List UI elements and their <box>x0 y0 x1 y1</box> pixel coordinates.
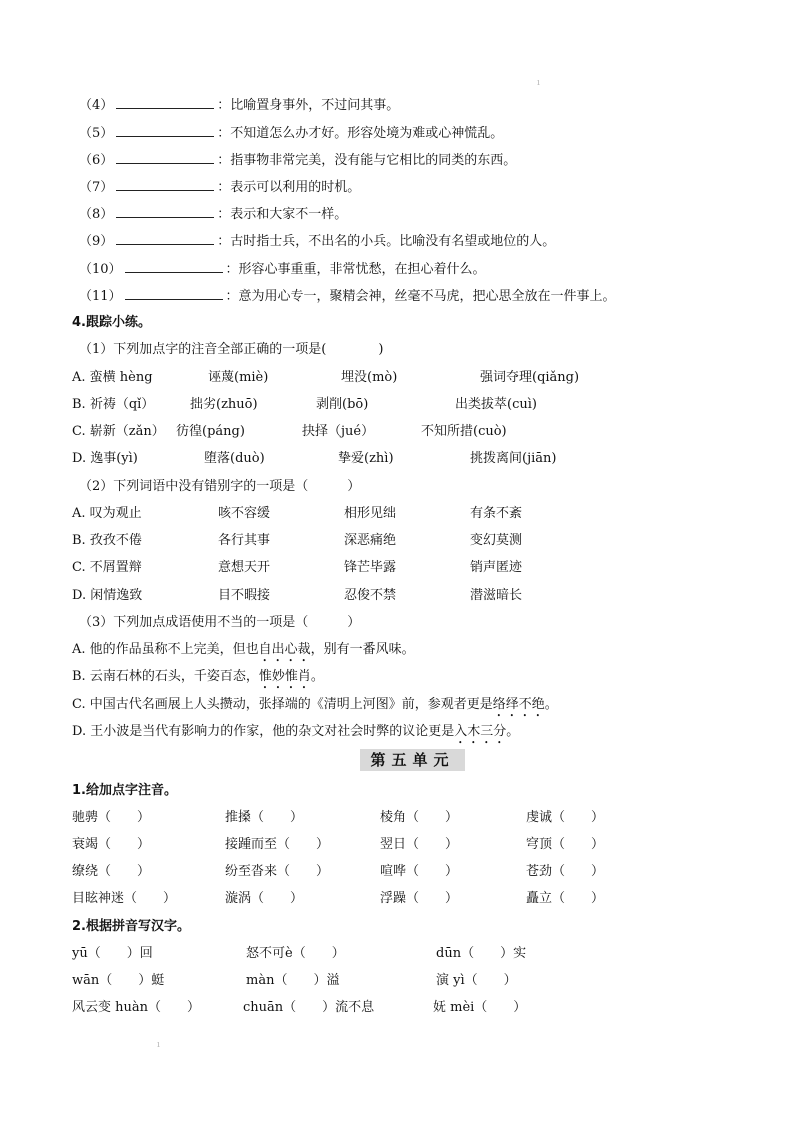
idiom-definition: ：意为用心专一，聚精会神，丝毫不马虎，把心思全放在一件事上。 <box>225 289 616 304</box>
option-cell: 出类拔萃(cuì) <box>455 397 537 412</box>
answer-blank[interactable] <box>116 124 214 137</box>
option-cell: 意想天开 <box>218 560 271 575</box>
option-cell: 相形见绌 <box>344 506 397 521</box>
annotate-cell[interactable]: 虔诚（ ） <box>526 810 605 825</box>
write-cell[interactable]: yū（ ）回 <box>72 946 153 961</box>
corner-mark-top: ı <box>537 78 540 88</box>
write-cell[interactable]: 风云变 huàn（ ） <box>72 1000 201 1015</box>
idiom-item <box>79 96 399 115</box>
corner-mark-bottom: ı <box>157 1040 160 1050</box>
option-cell: 剥削(bō) <box>316 397 369 412</box>
annotate-cell[interactable]: 缭绕（ ） <box>72 864 151 879</box>
idiom-item <box>79 232 555 251</box>
option-sentence[interactable] <box>72 723 519 747</box>
question-stem: （2）下列词语中没有错别字的一项是（ ） <box>79 479 361 494</box>
option-cell[interactable]: C. 崭新（zǎn） <box>72 424 165 439</box>
option-cell: 锋芒毕露 <box>344 560 397 575</box>
question-stem: （1）下列加点字的注音全部正确的一项是( ) <box>79 342 384 357</box>
annotate-cell[interactable]: 喧哗（ ） <box>380 864 459 879</box>
answer-blank[interactable] <box>116 151 214 164</box>
answer-blank[interactable] <box>116 232 214 245</box>
idiom-definition: ：比喻置身事外，不过问其事。 <box>217 98 400 113</box>
sentence-text: 。 <box>544 697 558 712</box>
option-sentence[interactable] <box>72 641 415 665</box>
write-cell[interactable]: 怒不可è（ ） <box>246 946 345 961</box>
sentence-text: D. 王小波是当代有影响力的作家，他的杂文对社会时弊的议论更是 <box>72 724 455 739</box>
idiom-number: （11） <box>79 289 122 304</box>
idiom-item <box>79 124 503 143</box>
idiom-definition: ：古时指士兵，不出名的小兵。比喻没有名望或地位的人。 <box>217 234 556 249</box>
option-sentence[interactable] <box>72 668 324 692</box>
option-cell: 潜滋暗长 <box>470 588 523 603</box>
option-cell: 各行其事 <box>218 533 271 548</box>
answer-blank[interactable] <box>116 205 214 218</box>
write-cell[interactable]: chuān（ ）流不息 <box>243 1000 375 1015</box>
write-cell[interactable]: dūn（ ）实 <box>436 946 527 961</box>
idiom-item <box>79 260 486 279</box>
dotted-idiom: 络绎不绝 <box>492 697 545 712</box>
option-cell[interactable]: A. 蛮横 hèng <box>72 370 153 385</box>
annotate-cell[interactable]: 棱角（ ） <box>380 810 459 825</box>
annotate-cell[interactable]: 苍劲（ ） <box>526 864 605 879</box>
option-cell: 目不暇接 <box>218 588 271 603</box>
sentence-text: 。 <box>506 724 520 739</box>
option-cell: 忍俊不禁 <box>344 588 397 603</box>
option-cell[interactable]: C. 不屑置辩 <box>72 560 142 575</box>
idiom-definition: ：形容心事重重，非常忧愁，在担心着什么。 <box>225 262 486 277</box>
annotate-cell[interactable]: 纷至沓来（ ） <box>225 864 330 879</box>
annotate-cell[interactable]: 浮躁（ ） <box>380 891 459 906</box>
sentence-text: B. 云南石林的石头，千姿百态， <box>72 669 259 684</box>
option-sentence[interactable] <box>72 696 558 720</box>
annotate-cell[interactable]: 矗立（ ） <box>526 891 605 906</box>
sentence-text: A. 他的作品虽称不上完美，但也 <box>72 642 259 657</box>
question-stem: （3）下列加点成语使用不当的一项是（ ） <box>79 615 361 630</box>
answer-blank[interactable] <box>116 178 214 191</box>
option-cell: 抉择（jué） <box>302 424 375 439</box>
option-cell: 强词夺理(qiǎng) <box>480 370 580 385</box>
dotted-idiom: 惟妙惟肖 <box>258 669 311 684</box>
option-cell[interactable]: B. 祈祷（qǐ） <box>72 397 155 412</box>
section-title: 4.跟踪小练。 <box>72 315 151 330</box>
option-cell: 堕落(duò) <box>204 451 265 466</box>
option-cell: 彷徨(páng) <box>176 424 245 439</box>
idiom-definition: ：不知道怎么办才好。形容处境为难或心神慌乱。 <box>217 126 504 141</box>
annotate-cell[interactable]: 推搡（ ） <box>225 810 304 825</box>
option-cell: 埋没(mò) <box>341 370 398 385</box>
idiom-number: （9） <box>79 234 114 249</box>
write-cell[interactable]: 演 yì（ ） <box>436 973 517 988</box>
option-cell: 深恶痛绝 <box>344 533 397 548</box>
idiom-definition: ：表示可以利用的时机。 <box>217 180 361 195</box>
answer-blank[interactable] <box>116 96 214 109</box>
option-cell: 挚爱(zhì) <box>338 451 394 466</box>
annotate-cell[interactable]: 驰骋（ ） <box>72 810 151 825</box>
annotate-cell[interactable]: 翌日（ ） <box>380 837 459 852</box>
option-cell[interactable]: A. 叹为观止 <box>72 506 142 521</box>
idiom-item <box>79 287 616 306</box>
idiom-definition: ：表示和大家不一样。 <box>217 207 348 222</box>
idiom-item <box>79 151 516 170</box>
option-cell[interactable]: D. 闲情逸致 <box>72 588 143 603</box>
annotate-cell[interactable]: 目眩神迷（ ） <box>72 891 177 906</box>
section-title: 1.给加点字注音。 <box>72 783 177 798</box>
write-cell[interactable]: 妩 mèi（ ） <box>433 1000 527 1015</box>
idiom-item <box>79 205 347 224</box>
write-cell[interactable]: màn（ ）溢 <box>246 973 340 988</box>
annotate-cell[interactable]: 穹顶（ ） <box>526 837 605 852</box>
annotate-cell[interactable]: 漩涡（ ） <box>225 891 304 906</box>
answer-blank[interactable] <box>125 260 223 273</box>
unit-banner: 第五单元 <box>360 749 465 771</box>
answer-blank[interactable] <box>125 287 223 300</box>
dotted-idiom: 自出心裁 <box>258 642 311 657</box>
sentence-text: 。 <box>310 669 324 684</box>
annotate-cell[interactable]: 接踵而至（ ） <box>225 837 330 852</box>
option-cell: 诬蔑(miè) <box>208 370 269 385</box>
option-cell: 不知所措(cuò) <box>421 424 507 439</box>
option-cell: 拙劣(zhuō) <box>190 397 258 412</box>
idiom-number: （5） <box>79 126 114 141</box>
idiom-number: （7） <box>79 180 114 195</box>
sentence-text: ，别有一番风味。 <box>310 642 415 657</box>
idiom-number: （4） <box>79 98 114 113</box>
option-cell[interactable]: D. 逸事(yì) <box>72 451 138 466</box>
option-cell: 销声匿迹 <box>470 560 523 575</box>
idiom-item <box>79 178 360 197</box>
option-cell[interactable]: B. 孜孜不倦 <box>72 533 142 548</box>
annotate-cell[interactable]: 衰竭（ ） <box>72 837 151 852</box>
option-cell: 变幻莫测 <box>470 533 523 548</box>
option-cell: 咳不容缓 <box>218 506 271 521</box>
option-cell: 有条不紊 <box>470 506 523 521</box>
dotted-idiom: 入木三分 <box>454 724 507 739</box>
idiom-number: （10） <box>79 262 122 277</box>
option-cell: 挑拨离间(jiān) <box>470 451 557 466</box>
write-cell[interactable]: wān（ ）蜓 <box>72 973 165 988</box>
idiom-definition: ：指事物非常完美，没有能与它相比的同类的东西。 <box>217 153 517 168</box>
sentence-text: C. 中国古代名画展上人头攒动，张择端的《清明上河图》前，参观者更是 <box>72 697 493 712</box>
idiom-number: （6） <box>79 153 114 168</box>
section-title: 2.根据拼音写汉字。 <box>72 919 190 934</box>
idiom-number: （8） <box>79 207 114 222</box>
